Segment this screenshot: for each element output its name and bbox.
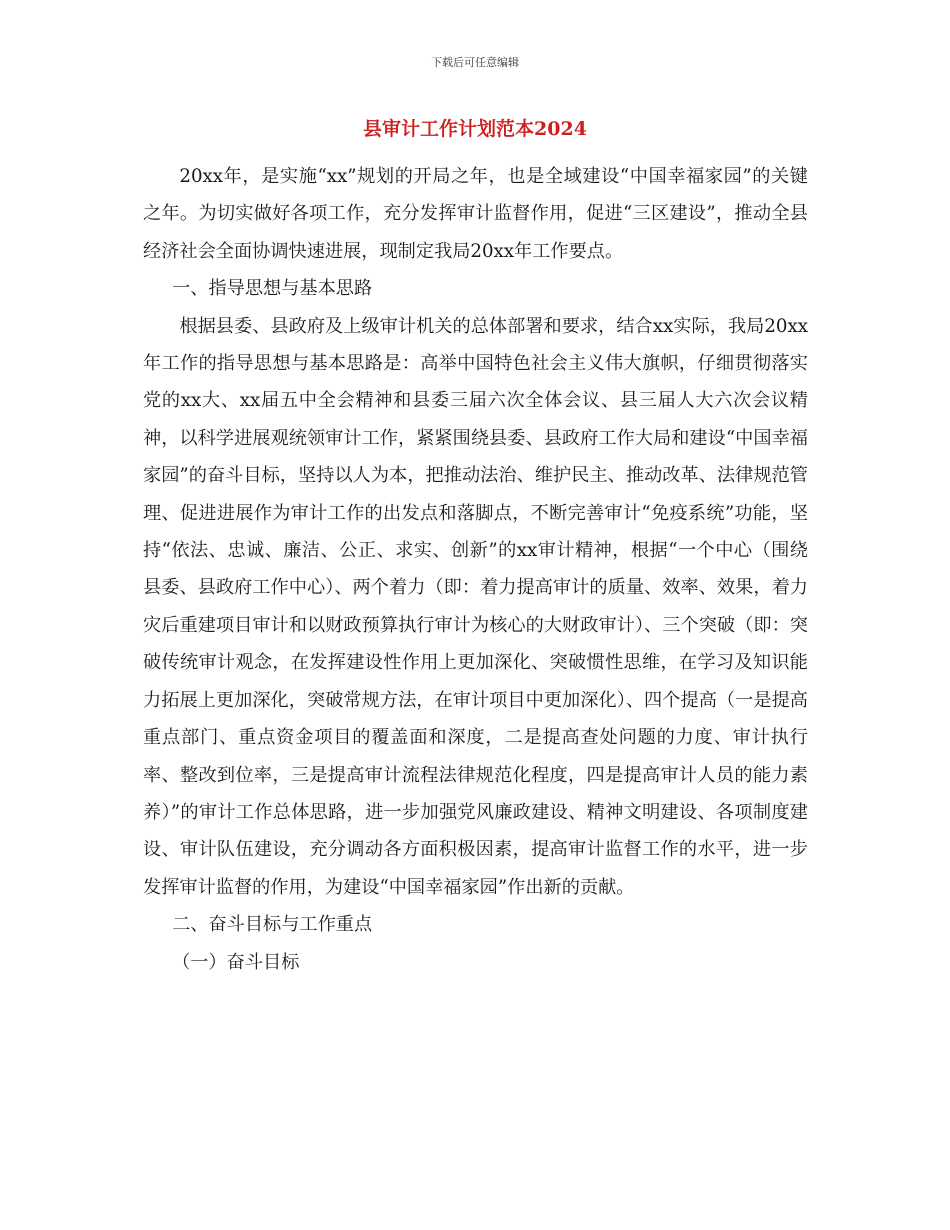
intro-paragraph: 20xx年，是实施“xx”规划的开局之年，也是全域建设“中国幸福家园”的关键之年。为切实做好各项工作，充分发挥审计监督作用，促进“三区建设”，推动全县经济社会全面协调快速进展，现制定我局20xx年工作要点。 <box>143 166 808 262</box>
document-body <box>143 158 808 981</box>
subsection-heading-goals: （一）奋斗目标 <box>172 951 300 973</box>
section-heading-goals-priorities: 二、奋斗目标与工作重点 <box>172 914 373 936</box>
section-heading-guiding-ideology: 一、指导思想与基本思路 <box>172 278 373 300</box>
guiding-ideology-paragraph: 根据县委、县政府及上级审计机关的总体部署和要求，结合xx实际，我局20xx年工作的指导思想与基本思路是：高举中国特色社会主义伟大旗帜，仔细贯彻落实党的xx大、xx届五中全会精神和县委三届六次全体会议、县三届人大六次会议精神，以科学进展观统领审计工作，紧紧围绕县委、县政府工作大局和建设“中国幸福家园”的奋斗目标，坚持以人为本，把推动法治、维护民主、推动改革、法律规范管理、促进进展作为审计工作的出发点和落脚点，不断完善审计“免疫系统”功能，坚持“依法、忠诚、廉洁、公正、求实、创新”的xx审计精神，根据“一个中心（围绕县委、县政府工作中心）、两个着力（即：着力提高审计的质量、效率、效果，着力灾后重建项目审计和以财政预算执行审计为核心的大财政审计）、三个突破（即：突破传统审计观念，在发挥建设性作用上更加深化、突破惯性思维，在学习及知识能力拓展上更加深化，突破常规方法，在审计项目中更加深化）、四个提高（一是提高重点部门、重点资金项目的覆盖面和深度，二是提高查处问题的力度、审计执行率、整改到位率，三是提高审计流程法律规范化程度，四是提高审计人员的能力素养）”的审计工作总体思路，进一步加强党风廉政建设、精神文明建设、各项制度建设、审计队伍建设，充分调动各方面积极因素，提高审计监督工作的水平，进一步发挥审计监督的作用，为建设“中国幸福家园”作出新的贡献。 <box>143 315 808 898</box>
header-note: 下载后可任意编辑 <box>431 56 519 69</box>
document-title: 县审计工作计划范本2024 <box>363 118 587 140</box>
